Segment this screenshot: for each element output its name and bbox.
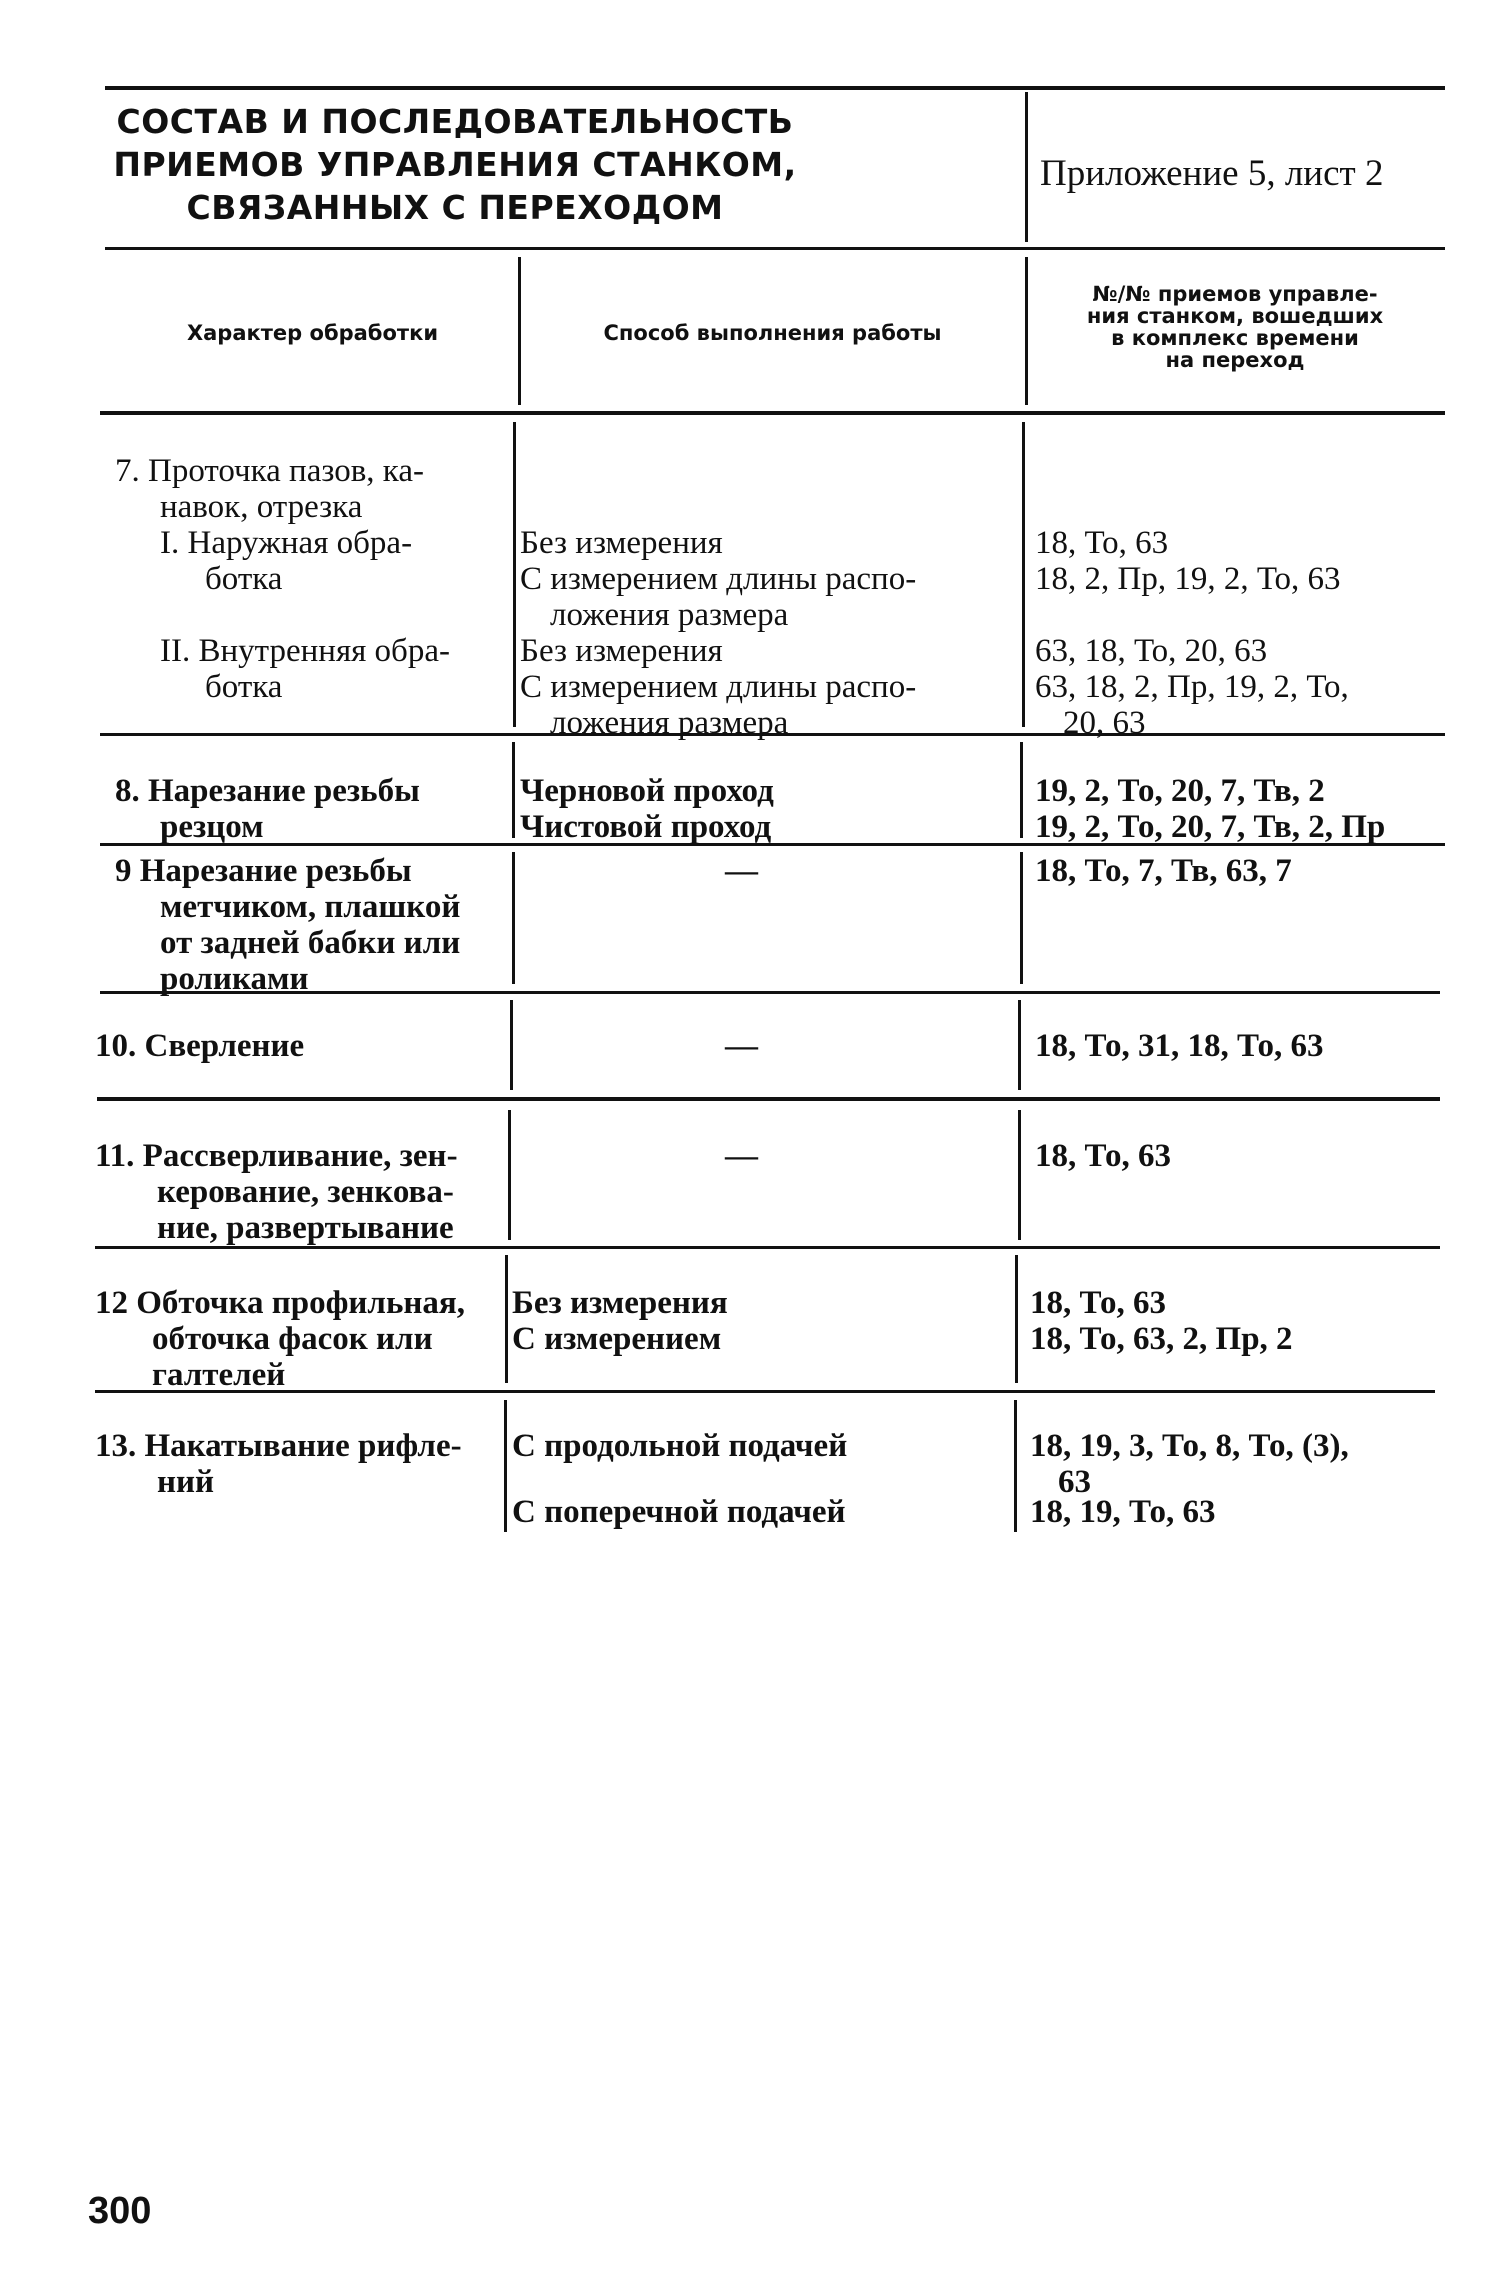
header-col3-line: ния станком, вошедших — [1086, 304, 1384, 328]
cell-line: 63, 18, То, 20, 63 — [1035, 633, 1268, 669]
cell-line: Без измерения — [520, 633, 723, 669]
row9-col3: 18, То, 7, Тв, 63, 7 — [1035, 853, 1292, 889]
cell-line: 9 Нарезание резьбы — [115, 853, 412, 889]
cell-line: роликами — [160, 961, 309, 997]
title-line: СОСТАВ И ПОСЛЕДОВАТЕЛЬНОСТЬ — [116, 102, 794, 141]
cell-line: 18, То, 63 — [1035, 525, 1169, 561]
vrule-r7-b — [1022, 422, 1025, 727]
cell-line: обточка фасок или — [152, 1321, 433, 1357]
cell-line: 19, 2, То, 20, 7, Тв, 2, Пр — [1035, 809, 1386, 845]
header-col3 — [1035, 283, 1435, 371]
row7-col2 — [520, 525, 916, 741]
rule-under-header — [100, 411, 1445, 415]
header-col3-line: №/№ приемов управле- — [1092, 282, 1378, 306]
row12-col2 — [512, 1285, 728, 1357]
vrule-r9-b — [1020, 852, 1023, 984]
cell-line — [1035, 597, 1349, 633]
vrule-r13-a — [504, 1400, 507, 1532]
header-col2: Способ выполнения работы — [603, 321, 942, 345]
row7-col1 — [115, 453, 450, 705]
row8-col2 — [520, 773, 774, 845]
cell-line: 18, 19, 3, То, 8, То, (3), — [1030, 1428, 1349, 1464]
cell-line — [115, 597, 450, 633]
cell-line: керование, зенкова- — [157, 1174, 454, 1210]
cell-line: 19, 2, То, 20, 7, Тв, 2 — [1035, 773, 1325, 809]
cell-line: ний — [157, 1464, 215, 1500]
title-line: ПРИЕМОВ УПРАВЛЕНИЯ СТАНКОМ, — [113, 145, 797, 184]
cell-line: С измерением — [512, 1321, 722, 1357]
cell-line: 13. Накатывание рифле- — [95, 1428, 462, 1464]
cell-line: резцом — [160, 809, 264, 845]
cell-line: 7. Проточка пазов, ка- — [115, 453, 424, 489]
row11-col2: — — [725, 1138, 758, 1174]
header-col3-line: на переход — [1165, 348, 1305, 372]
cell-line: С измерением длины распо- — [520, 669, 917, 705]
cell-line: 20, 63 — [1063, 705, 1146, 741]
row12-col3 — [1030, 1285, 1293, 1357]
vrule-r8-a — [512, 742, 515, 838]
rule-under-title — [105, 247, 1445, 250]
cell-line: 18, То, 63 — [1030, 1285, 1167, 1321]
page-number: 300 — [88, 2190, 152, 2232]
cell-line: 18, То, 63, 2, Пр, 2 — [1030, 1321, 1293, 1357]
cell-line: Чистовой проход — [520, 809, 772, 845]
vrule-r13-b — [1014, 1400, 1017, 1532]
row9-col2: — — [725, 853, 758, 889]
cell-line: ботка — [205, 669, 283, 705]
vrule-r11-a — [508, 1110, 511, 1240]
cell-line: С измерением длины распо- — [520, 561, 917, 597]
header-col3-line: в комплекс времени — [1111, 326, 1359, 350]
cell-line: С поперечной подачей — [512, 1494, 846, 1530]
row13-col2 — [512, 1428, 847, 1530]
cell-line: ложения размера — [550, 705, 789, 741]
vrule-header-b — [1025, 257, 1028, 405]
row13-col3 — [1030, 1428, 1349, 1530]
vrule-r8-b — [1020, 742, 1023, 838]
vrule-r10-a — [510, 1000, 513, 1090]
cell-line: от задней бабки или — [160, 925, 461, 961]
cell-line: ботка — [205, 561, 283, 597]
table-title — [110, 100, 800, 229]
cell-line: ложения размера — [550, 597, 789, 633]
vrule-r10-b — [1018, 1000, 1021, 1090]
vrule-r9-a — [512, 852, 515, 984]
cell-line — [512, 1464, 847, 1494]
vrule-r11-b — [1018, 1110, 1021, 1240]
row9-col1 — [115, 853, 460, 997]
vrule-r7-a — [513, 422, 516, 727]
cell-line: 63, 18, 2, Пр, 19, 2, То, — [1035, 669, 1349, 705]
rule-top — [105, 86, 1445, 90]
cell-line: 11. Рассверливание, зен- — [95, 1138, 458, 1174]
cell-line: ние, развертывание — [157, 1210, 454, 1246]
cell-line: 18, 2, Пр, 19, 2, То, 63 — [1035, 561, 1341, 597]
cell-line: Черновой проход — [520, 773, 774, 809]
cell-line: 63 — [1058, 1464, 1091, 1500]
row11-col3: 18, То, 63 — [1035, 1138, 1172, 1174]
rule-row10-end — [97, 1097, 1440, 1101]
row7-col3 — [1035, 525, 1349, 741]
cell-line: Без измерения — [520, 525, 723, 561]
row10-col1: 10. Сверление — [95, 1028, 305, 1064]
cell-line: метчиком, плашкой — [160, 889, 461, 925]
cell-line: Без измерения — [512, 1285, 728, 1321]
row10-col3: 18, То, 31, 18, То, 63 — [1035, 1028, 1324, 1064]
row12-col1 — [95, 1285, 465, 1393]
row13-col1 — [95, 1428, 462, 1500]
rule-row11-end — [95, 1246, 1440, 1249]
appendix-label: Приложение 5, лист 2 — [1040, 153, 1384, 194]
cell-line: II. Внутренняя обра- — [160, 633, 450, 669]
row10-col2: — — [725, 1028, 758, 1064]
cell-line: I. Наружная обра- — [160, 525, 413, 561]
vrule-r12-b — [1015, 1255, 1018, 1383]
row11-col1 — [95, 1138, 458, 1246]
row8-col3 — [1035, 773, 1385, 845]
title-line: СВЯЗАННЫХ С ПЕРЕХОДОМ — [186, 188, 724, 227]
vrule-title — [1025, 92, 1028, 242]
cell-line: 8. Нарезание резьбы — [115, 773, 420, 809]
row8-col1 — [115, 773, 420, 845]
cell-line: навок, отрезка — [160, 489, 363, 525]
vrule-r12-a — [505, 1255, 508, 1383]
cell-line: 18, 19, То, 63 — [1030, 1494, 1216, 1530]
cell-line: 12 Обточка профильная, — [95, 1285, 466, 1321]
vrule-header-a — [518, 257, 521, 405]
cell-line: галтелей — [152, 1357, 286, 1393]
header-col1: Характер обработки — [186, 321, 439, 345]
cell-line: С продольной подачей — [512, 1428, 848, 1464]
